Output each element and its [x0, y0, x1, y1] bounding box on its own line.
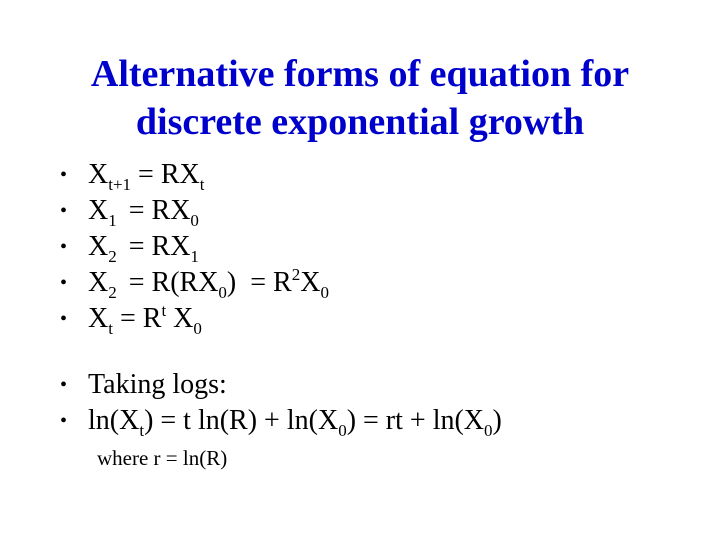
- bullet: •: [60, 236, 68, 258]
- eq-subscript: t: [139, 421, 145, 440]
- eq-subscript: 0: [190, 211, 199, 230]
- eq-rhs: = R: [112, 303, 162, 334]
- equation-text: [88, 157, 204, 193]
- eq-rhs: = RX: [131, 159, 200, 190]
- eq-var: X: [88, 303, 109, 334]
- eq-subscript: t+1: [108, 175, 132, 194]
- eq-var: X: [88, 159, 109, 190]
- equation-text: [88, 301, 202, 337]
- eq-var: X: [88, 195, 109, 226]
- eq-rhs: = R(RX: [128, 267, 219, 298]
- bullet: •: [60, 410, 68, 432]
- eq-superscript: t: [161, 301, 167, 320]
- eq-subscript: 2: [108, 283, 117, 302]
- eq-subscript: 0: [484, 421, 493, 440]
- eq-var: X: [166, 303, 194, 334]
- where-note: where r = ln(R): [97, 446, 228, 470]
- equation-text: [88, 265, 329, 301]
- bullet: •: [60, 308, 68, 330]
- ln-part: ) = rt + ln(X: [346, 405, 485, 436]
- eq-subscript: 0: [218, 283, 227, 302]
- eq-subscript: 0: [320, 283, 329, 302]
- logs-text: Taking logs:: [88, 369, 227, 400]
- eq-subscript: 0: [193, 319, 202, 338]
- bullet: •: [60, 200, 68, 222]
- slide-title-line-1: Alternative forms of equation for: [90, 53, 630, 95]
- eq-rhs-2: = R: [250, 267, 292, 298]
- eq-subscript: 2: [108, 247, 117, 266]
- eq-subscript: t: [108, 319, 113, 338]
- bullet: •: [60, 374, 68, 396]
- eq-superscript: 2: [291, 265, 301, 284]
- bullet: •: [60, 164, 68, 186]
- eq-var: X: [300, 267, 321, 298]
- slide-title: [0, 50, 720, 146]
- eq-subscript: 0: [338, 421, 347, 440]
- eq-var: X: [88, 267, 109, 298]
- ln-part: ln(X: [88, 405, 140, 436]
- eq-rhs: = RX: [128, 195, 191, 226]
- eq-rhs: = RX: [128, 231, 191, 262]
- eq-subscript: 1: [108, 211, 117, 230]
- eq-subscript: t: [199, 175, 205, 194]
- eq-var: X: [88, 231, 109, 262]
- ln-part: ): [492, 405, 502, 436]
- bullet: •: [60, 272, 68, 294]
- equation-text: [88, 193, 199, 229]
- eq-subscript: 1: [190, 247, 199, 266]
- equation-text: [88, 229, 199, 265]
- ln-part: ) = t ln(R) + ln(X: [144, 405, 339, 436]
- slide-title-line-2: discrete exponential growth: [135, 101, 585, 143]
- eq-close: ): [226, 267, 237, 298]
- ln-equation-text: [88, 403, 502, 439]
